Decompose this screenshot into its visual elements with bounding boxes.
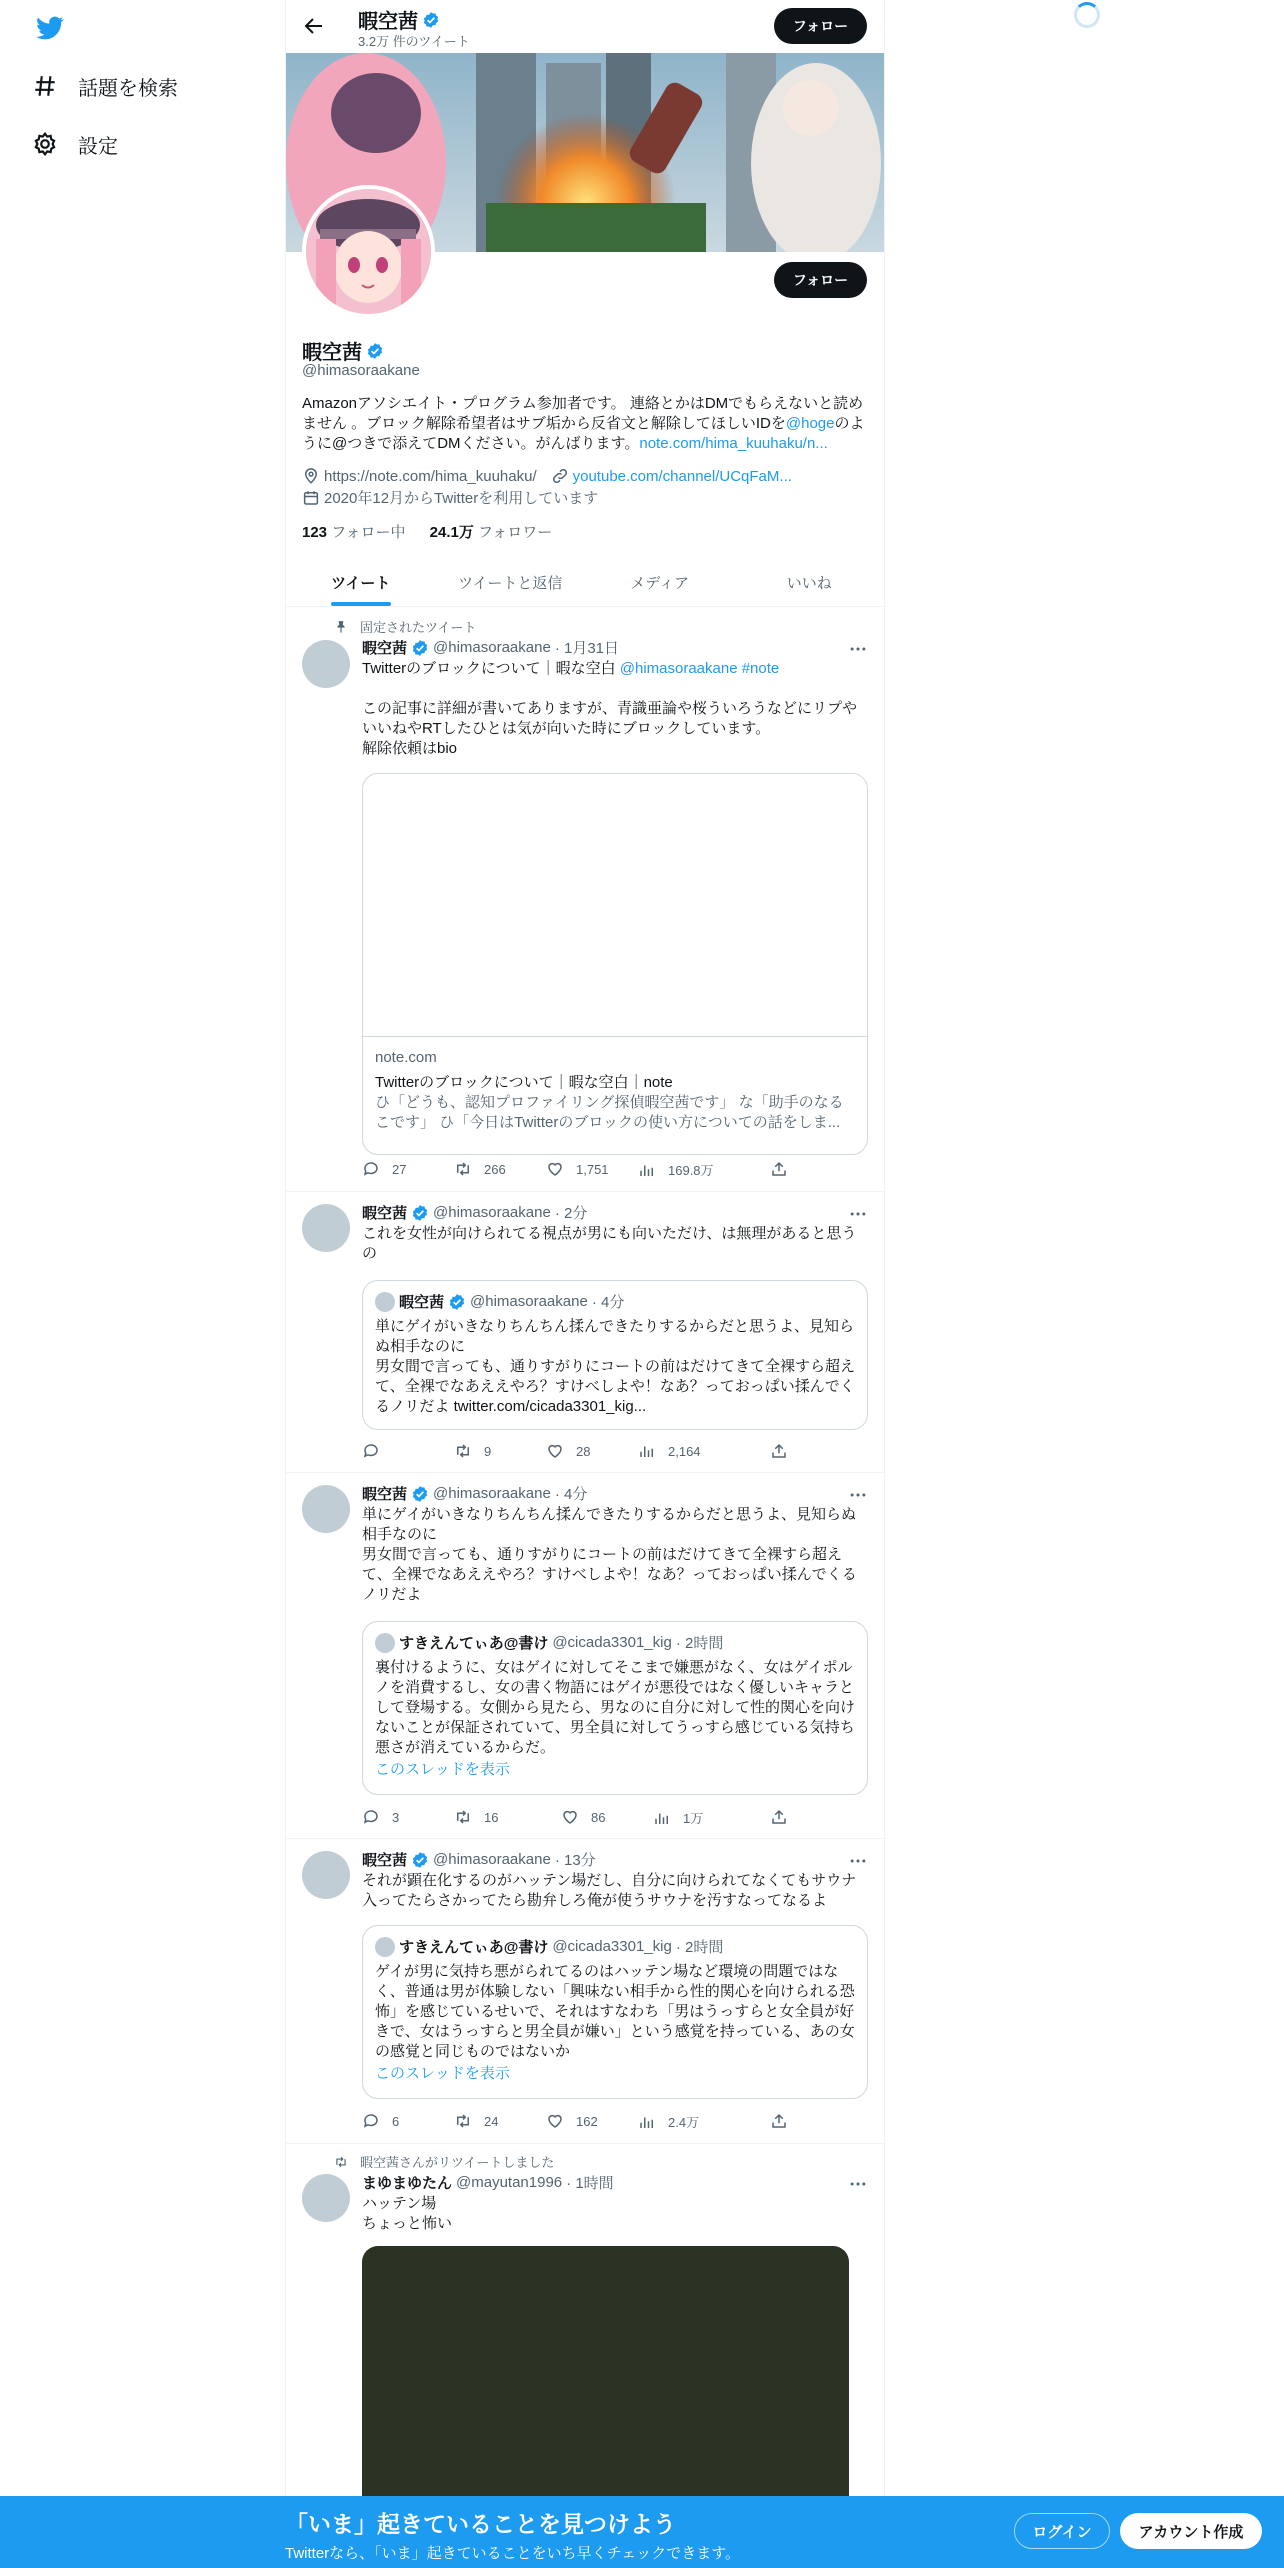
heart-icon bbox=[561, 1808, 579, 1826]
avatar[interactable] bbox=[302, 1204, 350, 1252]
tweet-header bbox=[362, 2172, 614, 2193]
signup-banner bbox=[0, 2496, 1284, 2568]
views-chart-icon bbox=[638, 1442, 656, 1460]
heart-icon bbox=[546, 1442, 564, 1460]
tweet-time[interactable]: · 13分 bbox=[554, 1852, 596, 1869]
nav-settings[interactable] bbox=[32, 122, 118, 166]
quote-text: ゲイが男に気持ち悪がられてるのはハッテン場など環境の問題ではなく、普通は男が体験しない「興味ない相手から性的関心を向けられる恐怖」を感じているせいで、それはすなわち「男はうっすらと女全員が好きで、女はうっすらと男全員が嫌い」という感覚を持っている、あの女の感覚と同じものではないか bbox=[375, 1963, 855, 2060]
tweet-body-text: この記事に詳細が書いてありますが、青識亜論や桜ういろうなどにリプやいいねやRTしたひとは気が向いた時にブロックしています。 解除依頼はbio bbox=[362, 700, 858, 757]
tweet-text: これを女性が向けられてる視点が男にも向いただけ、は無理があると思うの bbox=[362, 1225, 857, 1262]
login-button[interactable]: ログイン bbox=[1014, 2513, 1110, 2549]
reply-count: 27 bbox=[392, 1161, 407, 1177]
more-options-icon[interactable] bbox=[848, 1851, 868, 1871]
quote-body: 単にゲイがいきなりちんちん揉んできたりするからだと思うよ、見知らぬ相手なのに 男女間で言っても、通りすがりにコートの前はだけてきて全裸すら超えて、全裸でなあええやろ？すけべしよや！なあ？っておっぱい揉んでくるノリだよ bbox=[375, 1318, 856, 1415]
views-count: 2.4万 bbox=[668, 2115, 700, 2130]
more-options-icon[interactable] bbox=[848, 1485, 868, 1505]
verified-badge-icon bbox=[411, 1851, 429, 1869]
back-arrow-icon[interactable] bbox=[302, 14, 326, 38]
reply-button[interactable] bbox=[362, 1808, 399, 1826]
retweet-count: 9 bbox=[484, 1443, 492, 1459]
card-title: Twitterのブロックについて｜暇な空白｜note bbox=[375, 1074, 673, 1091]
share-button[interactable] bbox=[770, 1442, 800, 1460]
card-image bbox=[363, 774, 867, 1037]
followers-label: フォロワー bbox=[478, 524, 553, 541]
quote-tweet[interactable] bbox=[362, 1925, 868, 2099]
like-count: 86 bbox=[591, 1809, 606, 1825]
website-link[interactable]: youtube.com/channel/UCqFaM... bbox=[572, 467, 792, 485]
header-name bbox=[358, 5, 440, 34]
avatar bbox=[375, 1937, 395, 1957]
quote-header bbox=[375, 1936, 723, 1957]
tweet-text bbox=[362, 659, 868, 679]
like-count: 1,751 bbox=[576, 1161, 609, 1177]
quote-time: · 2時間 bbox=[675, 1635, 724, 1652]
nav-explore-label: 話題を検索 bbox=[78, 77, 178, 100]
card-domain: note.com bbox=[375, 1049, 437, 1066]
pinned-text: 固定されたツイート bbox=[360, 620, 477, 635]
tweet-author-handle[interactable]: @himasoraakane bbox=[433, 1204, 551, 1221]
tweet-author-handle[interactable]: @himasoraakane bbox=[433, 639, 551, 656]
tweet-header bbox=[362, 637, 619, 658]
quote-author-name: すきえんてぃあ@書け bbox=[399, 1939, 549, 1956]
share-icon bbox=[770, 2112, 788, 2130]
quote-header bbox=[375, 1632, 723, 1653]
tweet-author-name[interactable]: 暇空茜 bbox=[362, 1486, 408, 1503]
more-options-icon[interactable] bbox=[848, 639, 868, 659]
like-button[interactable] bbox=[546, 2112, 598, 2130]
followers-link[interactable] bbox=[430, 524, 553, 541]
views-button[interactable] bbox=[638, 1160, 714, 1179]
profile-name bbox=[302, 336, 384, 365]
more-options-icon[interactable] bbox=[848, 2174, 868, 2194]
tweet-author-name[interactable]: まゆまゆたん bbox=[362, 2175, 453, 2192]
reply-icon bbox=[362, 1808, 380, 1826]
profile-follow-stats bbox=[302, 521, 552, 542]
retweet-icon bbox=[454, 1160, 472, 1178]
tweet-actions bbox=[362, 1808, 792, 1828]
share-button[interactable] bbox=[770, 2112, 800, 2130]
reply-count: 6 bbox=[392, 2113, 400, 2129]
quote-author-handle: @cicada3301_kig bbox=[552, 1938, 672, 1955]
quote-text: 裏付けるように、女はゲイに対してそこまで嫌悪がなく、女はゲイポルノを消費するし、女の書く物語にはゲイが悪役ではなく優しいキャラとして登場する。女側から見たら、男なのに自分に対して性的関心を向けないことが保証されていて、男全員に対してうっすら感じている気持ち悪さが消えているからだ。 bbox=[375, 1659, 856, 1756]
tweet-text: ハッテン場 ちょっと怖い bbox=[362, 2195, 453, 2232]
avatar[interactable] bbox=[302, 1851, 350, 1899]
retweet-button[interactable] bbox=[454, 1442, 491, 1460]
loading-spinner-icon bbox=[1074, 2, 1100, 28]
avatar bbox=[375, 1633, 395, 1653]
views-count: 169.8万 bbox=[668, 1163, 714, 1178]
share-button[interactable] bbox=[770, 1160, 800, 1178]
nav-settings-label: 設定 bbox=[78, 135, 118, 158]
like-button[interactable] bbox=[546, 1442, 590, 1460]
reply-icon bbox=[362, 2112, 380, 2130]
tweet-author-name[interactable]: 暇空茜 bbox=[362, 1852, 408, 1869]
tweet-actions bbox=[362, 1160, 792, 1180]
quote-text bbox=[375, 1317, 857, 1417]
views-button[interactable] bbox=[653, 1808, 703, 1827]
views-count: 1万 bbox=[683, 1811, 704, 1826]
following-link[interactable] bbox=[302, 524, 405, 541]
tweet-author-handle[interactable]: @himasoraakane bbox=[433, 1851, 551, 1868]
views-chart-icon bbox=[653, 1809, 671, 1827]
profile-location bbox=[302, 467, 792, 485]
reply-button[interactable] bbox=[362, 1160, 406, 1178]
show-thread-link[interactable]: このスレッドを表示 bbox=[375, 2065, 510, 2082]
retweet-icon bbox=[334, 2155, 348, 2169]
reply-button[interactable] bbox=[362, 2112, 399, 2130]
quote-time: · 4分 bbox=[591, 1294, 625, 1311]
bio-text: のように@つきで添えてDMください。がんばります。 bbox=[302, 415, 865, 452]
quote-author-handle: @himasoraakane bbox=[470, 1293, 588, 1310]
tweet-text-line: Twitterのブロックについて｜暇な空白 bbox=[362, 660, 620, 677]
views-chart-icon bbox=[638, 2113, 656, 2131]
like-button[interactable] bbox=[546, 1160, 609, 1178]
verified-badge-icon bbox=[411, 639, 429, 657]
retweet-count: 24 bbox=[484, 2113, 499, 2129]
mention-link[interactable]: @himasoraakane bbox=[619, 660, 738, 677]
tweet-time[interactable]: · 1時間 bbox=[566, 2175, 614, 2192]
main-column bbox=[285, 0, 885, 2568]
tweet-author-handle[interactable]: @mayutan1996 bbox=[456, 2174, 563, 2191]
retweet-icon bbox=[454, 1808, 472, 1826]
like-button[interactable] bbox=[561, 1808, 605, 1826]
following-count: 123 bbox=[302, 524, 328, 541]
verified-badge-icon bbox=[366, 342, 384, 360]
quote-author-handle: @cicada3301_kig bbox=[552, 1634, 672, 1651]
nav-explore[interactable] bbox=[32, 64, 178, 108]
retweet-icon bbox=[454, 2112, 472, 2130]
like-count: 28 bbox=[576, 1443, 591, 1459]
tweet-header bbox=[362, 1849, 596, 1870]
tweet-header bbox=[362, 1202, 587, 1223]
header-name-text: 暇空茜 bbox=[358, 11, 418, 33]
bio-text: Amazonアソシエイト・プログラム参加者です。 連絡とかはDMでもらえないと読めません 。ブロック解除希望者はサブ垢から反省文と解除してほしいIDを bbox=[302, 395, 864, 432]
profile-header-bar bbox=[286, 0, 884, 53]
tweet-pinned[interactable] bbox=[286, 607, 884, 1192]
followers-count: 24.1万 bbox=[429, 524, 474, 541]
pinned-label bbox=[334, 617, 476, 636]
tweet-text: それが顕在化するのがハッテン場だし、自分に向けられてなくてもサウナ入ってたらさかってたら勘弁しろ俺が使うサウナを汚すなってなるよ bbox=[362, 1872, 857, 1909]
views-chart-icon bbox=[638, 1161, 656, 1179]
quote-time: · 2時間 bbox=[675, 1939, 724, 1956]
avatar bbox=[375, 1292, 395, 1312]
share-icon bbox=[770, 1808, 788, 1826]
quote-link[interactable]: twitter.com/cicada3301_kig... bbox=[453, 1398, 647, 1415]
bio-mention-link[interactable]: @hoge bbox=[785, 415, 835, 432]
heart-icon bbox=[546, 2112, 564, 2130]
profile-joined bbox=[302, 487, 598, 508]
share-icon bbox=[770, 1160, 788, 1178]
reply-button[interactable] bbox=[362, 1442, 392, 1460]
pin-icon bbox=[334, 620, 348, 634]
header-tweet-count: 3.2万 件のツイート bbox=[358, 34, 470, 49]
hashtag-icon bbox=[32, 73, 58, 99]
quote-tweet[interactable] bbox=[362, 1280, 868, 1430]
header-follow-button[interactable]: フォロー bbox=[774, 8, 867, 44]
location-pin-icon bbox=[302, 467, 320, 485]
profile-follow-button[interactable]: フォロー bbox=[774, 262, 867, 298]
calendar-icon bbox=[302, 489, 320, 507]
share-button[interactable] bbox=[770, 1808, 800, 1826]
location-text: https://note.com/hima_kuuhaku/ bbox=[324, 467, 537, 485]
banner-title: 「いま」起きていることを見つけよう bbox=[285, 2511, 676, 2537]
share-icon bbox=[770, 1442, 788, 1460]
tweet[interactable] bbox=[286, 1192, 884, 1473]
card-description: ひ「どうも、認知プロファイリング探偵暇空茜です」 な「助手のなるこです」 ひ「今日はTwitterのブロックの使い方についての話をしま... bbox=[375, 1094, 844, 1131]
reply-icon bbox=[362, 1442, 380, 1460]
joined-text: 2020年12月からTwitterを利用しています bbox=[324, 490, 599, 507]
retweet-count: 266 bbox=[484, 1161, 506, 1177]
tab-tweets-and-replies[interactable]: ツイートと返信 bbox=[458, 575, 563, 592]
tab-tweets[interactable]: ツイート bbox=[286, 554, 436, 606]
quote-author-name: 暇空茜 bbox=[399, 1294, 445, 1311]
views-button[interactable] bbox=[638, 1442, 701, 1460]
tweet-time[interactable]: · 2分 bbox=[554, 1205, 588, 1222]
tweet-author-handle[interactable]: @himasoraakane bbox=[433, 1485, 551, 1502]
retweet-count: 16 bbox=[484, 1809, 499, 1825]
tweet-actions bbox=[362, 2112, 792, 2132]
avatar[interactable] bbox=[302, 2174, 350, 2222]
hashtag-link[interactable]: #note bbox=[737, 660, 780, 677]
more-options-icon[interactable] bbox=[848, 1204, 868, 1224]
heart-icon bbox=[546, 1160, 564, 1178]
profile-bio bbox=[302, 394, 868, 454]
signup-button[interactable]: アカウント作成 bbox=[1120, 2513, 1262, 2549]
tweet-author-name[interactable]: 暇空茜 bbox=[362, 640, 408, 657]
link-icon bbox=[551, 467, 569, 485]
tweet-actions bbox=[362, 1442, 792, 1462]
retweet-button[interactable] bbox=[454, 1808, 498, 1826]
gear-icon bbox=[32, 131, 58, 157]
tweet-header bbox=[362, 1483, 587, 1504]
verified-badge-icon bbox=[448, 1293, 466, 1311]
bio-url-link[interactable]: note.com/hima_kuuhaku/n... bbox=[639, 435, 828, 452]
retweet-button[interactable] bbox=[454, 2112, 498, 2130]
tweet-text: 単にゲイがいきなりちんちん揉んできたりするからだと思うよ、見知らぬ相手なのに 男女間で言っても、通りすがりにコートの前はだけてきて全裸すら超えて、全裸でなあええやろ？すけべしよや！なあ？っておっぱい揉んでくるノリだよ bbox=[362, 1506, 857, 1603]
tweet[interactable] bbox=[286, 1473, 884, 1839]
show-thread-link[interactable]: このスレッドを表示 bbox=[375, 1761, 510, 1778]
tab-likes[interactable]: いいね bbox=[786, 575, 832, 592]
tweet-author-name[interactable]: 暇空茜 bbox=[362, 1205, 408, 1222]
avatar[interactable] bbox=[302, 640, 350, 688]
reply-icon bbox=[362, 1160, 380, 1178]
tweet-time[interactable]: · 4分 bbox=[554, 1486, 588, 1503]
verified-badge-icon bbox=[411, 1204, 429, 1222]
retweet-icon bbox=[454, 1442, 472, 1460]
twitter-logo-icon[interactable] bbox=[34, 14, 66, 42]
like-count: 162 bbox=[576, 2113, 598, 2129]
quote-header bbox=[375, 1291, 624, 1312]
quote-tweet[interactable] bbox=[362, 1621, 868, 1795]
profile-name-text: 暇空茜 bbox=[302, 342, 362, 364]
tweet[interactable] bbox=[286, 1839, 884, 2144]
verified-badge-icon bbox=[411, 1485, 429, 1503]
verified-badge-icon bbox=[422, 11, 440, 29]
profile-tabs bbox=[286, 554, 884, 607]
retweet-button[interactable] bbox=[454, 1160, 506, 1178]
retweet-context bbox=[334, 2152, 554, 2171]
following-label: フォロー中 bbox=[331, 524, 406, 541]
reply-count: 3 bbox=[392, 1809, 400, 1825]
quote-author-name: すきえんてぃあ@書け bbox=[399, 1635, 549, 1652]
views-button[interactable] bbox=[638, 2112, 699, 2131]
link-card[interactable] bbox=[362, 773, 868, 1155]
profile-handle: @himasoraakane bbox=[302, 362, 420, 379]
profile-avatar[interactable] bbox=[302, 185, 435, 318]
avatar-illustration-icon bbox=[306, 189, 431, 314]
tab-media[interactable]: メディア bbox=[630, 575, 690, 592]
views-count: 2,164 bbox=[668, 1443, 701, 1459]
banner-subtitle: Twitterなら、「いま」起きていることをいち早くチェックできます。 bbox=[285, 2545, 741, 2562]
tweet-time[interactable]: · 1月31日 bbox=[554, 640, 620, 657]
avatar[interactable] bbox=[302, 1485, 350, 1533]
retweet-context-text[interactable]: 暇空茜さんがリツイートしました bbox=[360, 2155, 555, 2170]
